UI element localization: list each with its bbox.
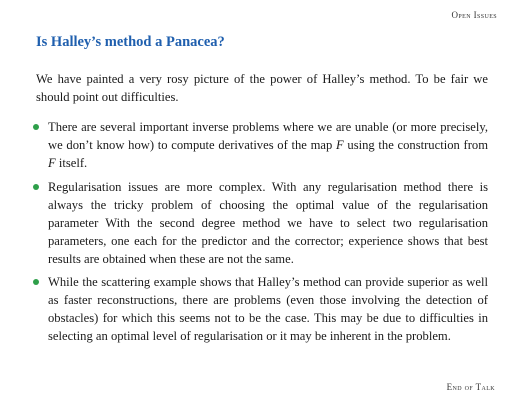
footer-label: End of Talk	[446, 382, 495, 392]
bullet-text: Regularisation issues are more complex. With any regularisation method there is always the tricky problem of choosing the optimal value of the regularisation parameter With the second degree method we have to select two regularisation parameters, one each for the predictor and the corrector; experience shows that best results are obtained when these are not the same.	[48, 180, 488, 266]
bullet-text: While the scattering example shows that Halley’s method can provide superior as well as faster reconstructions, there are problems (even those involving the detection of obstacles) for which this seems not to be the case. This may be due to difficulties in selecting an optimal level of regularisation or it may be inherent in the problem.	[48, 275, 488, 343]
section-label: Open Issues	[451, 10, 497, 20]
math-symbol: F	[48, 156, 56, 170]
bullet-item	[30, 273, 488, 345]
bullet-dot-icon	[33, 184, 39, 190]
bullet-dot-icon	[33, 124, 39, 130]
slide-title: Is Halley’s method a Panacea?	[36, 34, 225, 50]
bullet-list-item-2	[30, 178, 488, 268]
bullet-text-after: itself.	[55, 156, 88, 170]
bullet-list-item-3	[30, 273, 488, 345]
bullet-dot-icon	[33, 279, 39, 285]
bullet-item	[30, 178, 488, 268]
bullet-text-middle: using the construction from	[343, 138, 488, 152]
intro-paragraph: We have painted a very rosy picture of the power of Halley’s method. To be fair we should point out difficulties.	[36, 72, 488, 104]
bullet-list-item-1	[30, 118, 488, 172]
bullet-text-before: There are several important inverse problems where we are unable (or more precisely, we don’t know how) to compute derivatives of the map	[48, 120, 488, 152]
bullet-item	[30, 118, 488, 172]
math-symbol: F	[336, 138, 344, 152]
